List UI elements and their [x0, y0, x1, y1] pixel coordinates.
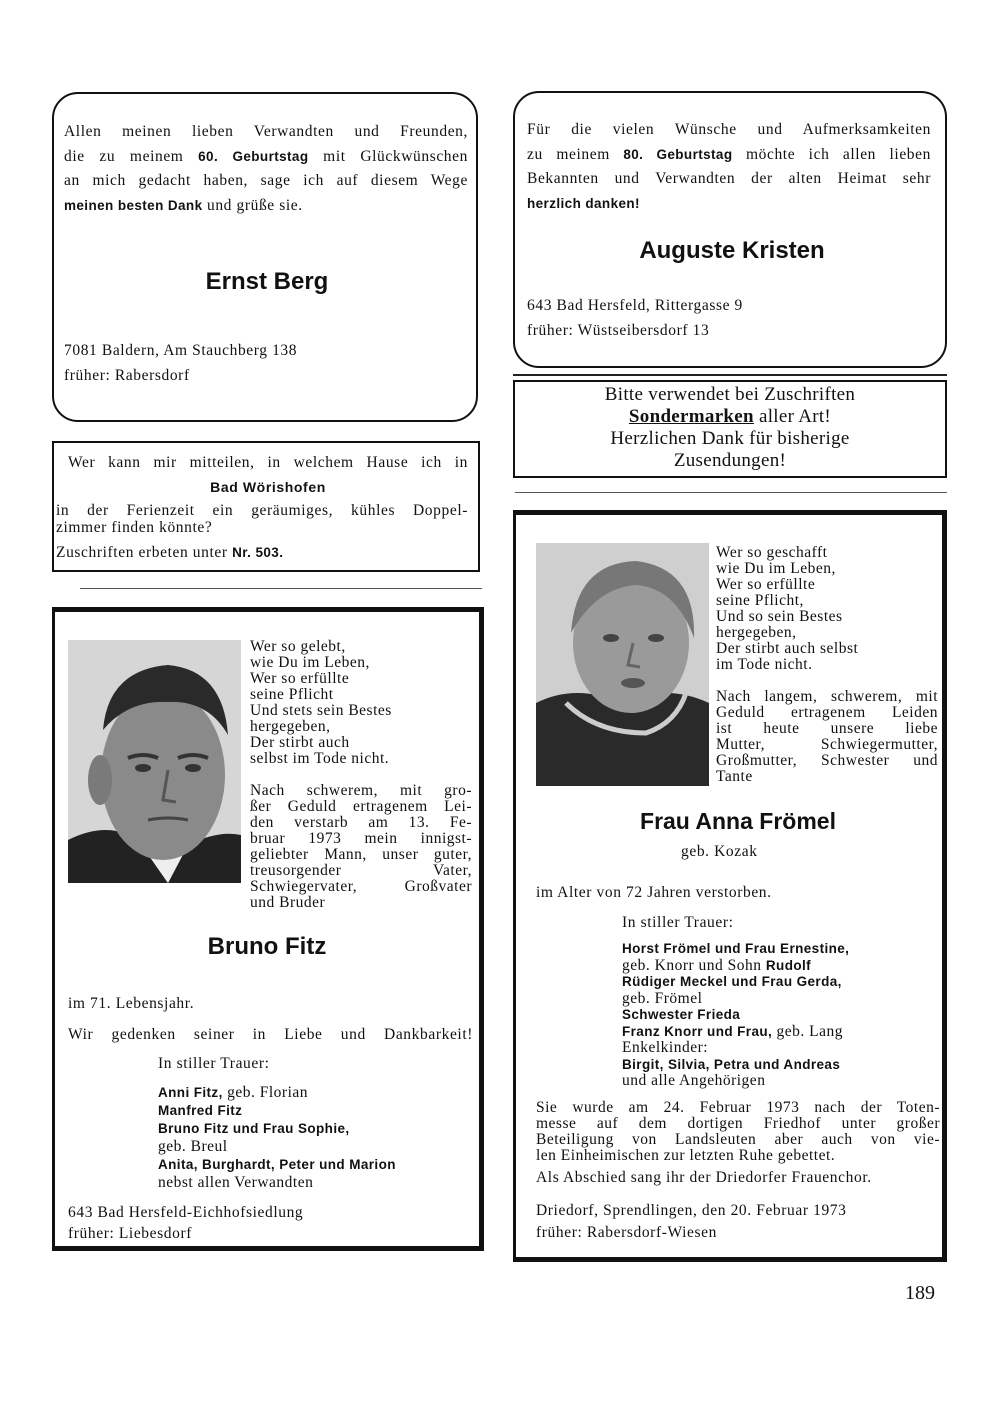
poem-line: hergegeben, — [716, 624, 797, 641]
place-heading: Bad Wörishofen — [210, 479, 326, 495]
address: 643 Bad Hersfeld, Rittergasse 9 — [527, 297, 743, 314]
death-notice-text — [716, 689, 938, 785]
text-line: len Einheimischen zur letzten Ruhe gebettet. — [536, 1147, 836, 1164]
poem-line: wie Du im Leben, — [250, 654, 370, 671]
memorial-poem — [716, 545, 938, 673]
mourner: und alle Angehörigen — [622, 1072, 766, 1089]
text-line: Nach langem, schwerem, mit — [716, 688, 938, 705]
burial-text — [536, 1100, 940, 1164]
text-line: und Bruder — [250, 894, 326, 911]
deceased-name: Bruno Fitz — [207, 933, 327, 960]
text-line: zu meinem 80. Geburtstag möchte ich allen lieben — [527, 145, 931, 163]
text-line: Beteiligung von Landsleuten aber auch von vie- — [536, 1131, 940, 1148]
name-heading: Auguste Kristen — [639, 237, 825, 264]
text-line: Herzlichen Dank für bisherige — [610, 428, 850, 449]
text-line: Zuschriften erbeten unter Nr. 503. — [56, 544, 284, 561]
obituary-anna-froemel — [513, 510, 947, 1262]
death-notice-text — [250, 783, 472, 911]
mourners-list — [158, 1084, 396, 1192]
birthday-ad-ernst-berg — [52, 92, 478, 422]
text-line: Mutter, Schwiegermutter, — [716, 736, 938, 753]
divider — [513, 374, 947, 376]
inquiry-ad-bad-woerishofen — [52, 441, 480, 572]
text-line: an mich gedacht haben, sage ich auf diesem Wege — [64, 172, 468, 189]
text-line: geliebter Mann, unser guter, — [250, 846, 472, 863]
text-line: messe auf dem dortigen Friedhof unter großer — [536, 1115, 940, 1132]
memorial-poem — [250, 639, 472, 767]
mourner: Birgit, Silvia, Petra und Andreas — [622, 1056, 841, 1072]
text-line: die zu meinem 60. Geburtstag mit Glückwünschen — [64, 147, 468, 165]
text-line: Nach schwerem, mit gro- — [250, 782, 472, 799]
portrait-photo — [68, 640, 241, 883]
mourning-title: In stiller Trauer: — [158, 1055, 270, 1072]
poem-line: wie Du im Leben, — [716, 560, 836, 577]
poem-line: Wer so erfüllte — [716, 576, 816, 593]
text-line: Bitte verwendet bei Zuschriften — [604, 384, 856, 405]
text-line: meinen besten Dank und grüße sie. — [64, 196, 303, 214]
name-heading: Ernst Berg — [205, 268, 329, 295]
obituary-bruno-fitz — [52, 607, 484, 1251]
text-line: Großmutter, Schwester und — [716, 752, 938, 769]
poem-line: Wer so geschafft — [716, 544, 828, 561]
text-line: zimmer finden könnte? — [56, 519, 213, 536]
page-number: 189 — [905, 1282, 935, 1304]
former-residence: früher: Liebesdorf — [68, 1225, 192, 1242]
choir-text: Als Abschied sang ihr der Driedorfer Frauenchor. — [536, 1169, 872, 1186]
text-line: Allen meinen lieben Verwandten und Freunden, — [64, 123, 468, 140]
divider — [515, 492, 947, 493]
birthday-ad-auguste-kristen — [513, 91, 947, 368]
mourner: Anni Fitz, geb. Florian — [158, 1084, 309, 1101]
mourners-list — [622, 941, 849, 1090]
mourner: Anita, Burghardt, Peter und Marion — [158, 1157, 396, 1172]
place-date: Driedorf, Sprendlingen, den 20. Februar 1973 — [536, 1202, 847, 1219]
text-line: Tante — [716, 768, 753, 785]
former-residence: früher: Rabersdorf-Wiesen — [536, 1224, 717, 1241]
deceased-name: Frau Anna Frömel — [640, 808, 836, 834]
mourner: geb. Frömel — [622, 989, 703, 1007]
text-line: bruar 1973 mein innigst- — [250, 830, 472, 847]
poem-line: seine Pflicht — [250, 686, 334, 703]
text-line: treusorgender Vater, — [250, 862, 472, 879]
portrait-photo — [536, 543, 709, 786]
age-text: im 71. Lebensjahr. — [68, 995, 195, 1012]
address: 7081 Baldern, Am Stauchberg 138 — [64, 342, 298, 359]
poem-line: selbst im Tode nicht. — [250, 750, 390, 767]
text-line: Schwiegervater, Großvater — [250, 878, 472, 895]
poem-line: hergegeben, — [250, 718, 331, 735]
maiden-name: geb. Kozak — [681, 843, 758, 860]
text-line: Für die vielen Wünsche und Aufmerksamkeiten — [527, 121, 931, 138]
age-text: im Alter von 72 Jahren verstorben. — [536, 884, 772, 901]
text-line: Zusendungen! — [673, 450, 787, 471]
text-line: ist heute unsere liebe — [716, 720, 938, 737]
text-line: Geduld ertragenem Leiden — [716, 704, 938, 721]
former-residence: früher: Rabersdorf — [64, 366, 190, 384]
poem-line: Wer so gelebt, — [250, 638, 346, 655]
notice-special-stamps — [513, 380, 947, 478]
text-line: den verstarb am 13. Fe- — [250, 814, 472, 831]
text-line: Sondermarken aller Art! — [628, 406, 832, 427]
poem-line: Der stirbt auch selbst — [716, 640, 859, 657]
poem-line: Und so sein Bestes — [716, 608, 843, 625]
mourner: nebst allen Verwandten — [158, 1174, 314, 1191]
text-line: Sie wurde am 24. Februar 1973 nach der Toten- — [536, 1099, 940, 1116]
divider — [80, 588, 482, 589]
mourner: Schwester Frieda — [622, 1007, 741, 1022]
mourner: Rüdiger Meckel und Frau Gerda, — [622, 974, 842, 989]
text-line: Wer kann mir mitteilen, in welchem Hause ich in — [68, 454, 468, 471]
address: 643 Bad Hersfeld-Eichhofsiedlung — [68, 1204, 304, 1221]
mourner: geb. Breul — [158, 1138, 228, 1155]
mourner: geb. Knorr und Sohn Rudolf — [622, 956, 812, 974]
text-line: herzlich danken! — [527, 195, 640, 211]
mourner: Manfred Fitz — [158, 1103, 243, 1118]
poem-line: im Tode nicht. — [716, 656, 813, 673]
former-residence: früher: Wüstseibersdorf 13 — [527, 321, 710, 339]
text-line: in der Ferienzeit ein geräumiges, kühles Doppel- — [56, 502, 468, 519]
mourner: Bruno Fitz und Frau Sophie, — [158, 1121, 350, 1136]
text-line: ßer Geduld ertragenem Lei- — [250, 798, 472, 815]
mourner: Enkelkinder: — [622, 1039, 709, 1056]
remembrance-text: Wir gedenken seiner in Liebe und Dankbarkeit! — [68, 1025, 473, 1043]
poem-line: Und stets sein Bestes — [250, 702, 392, 719]
poem-line: Der stirbt auch — [250, 734, 350, 751]
text-line: Bekannten und Verwandten der alten Heimat sehr — [527, 170, 931, 187]
mourning-title: In stiller Trauer: — [622, 914, 734, 931]
mourner: Horst Frömel und Frau Ernestine, — [622, 941, 850, 956]
mourner: Franz Knorr und Frau, geb. Lang — [622, 1022, 844, 1040]
poem-line: Wer so erfüllte — [250, 670, 350, 687]
poem-line: seine Pflicht, — [716, 592, 804, 609]
